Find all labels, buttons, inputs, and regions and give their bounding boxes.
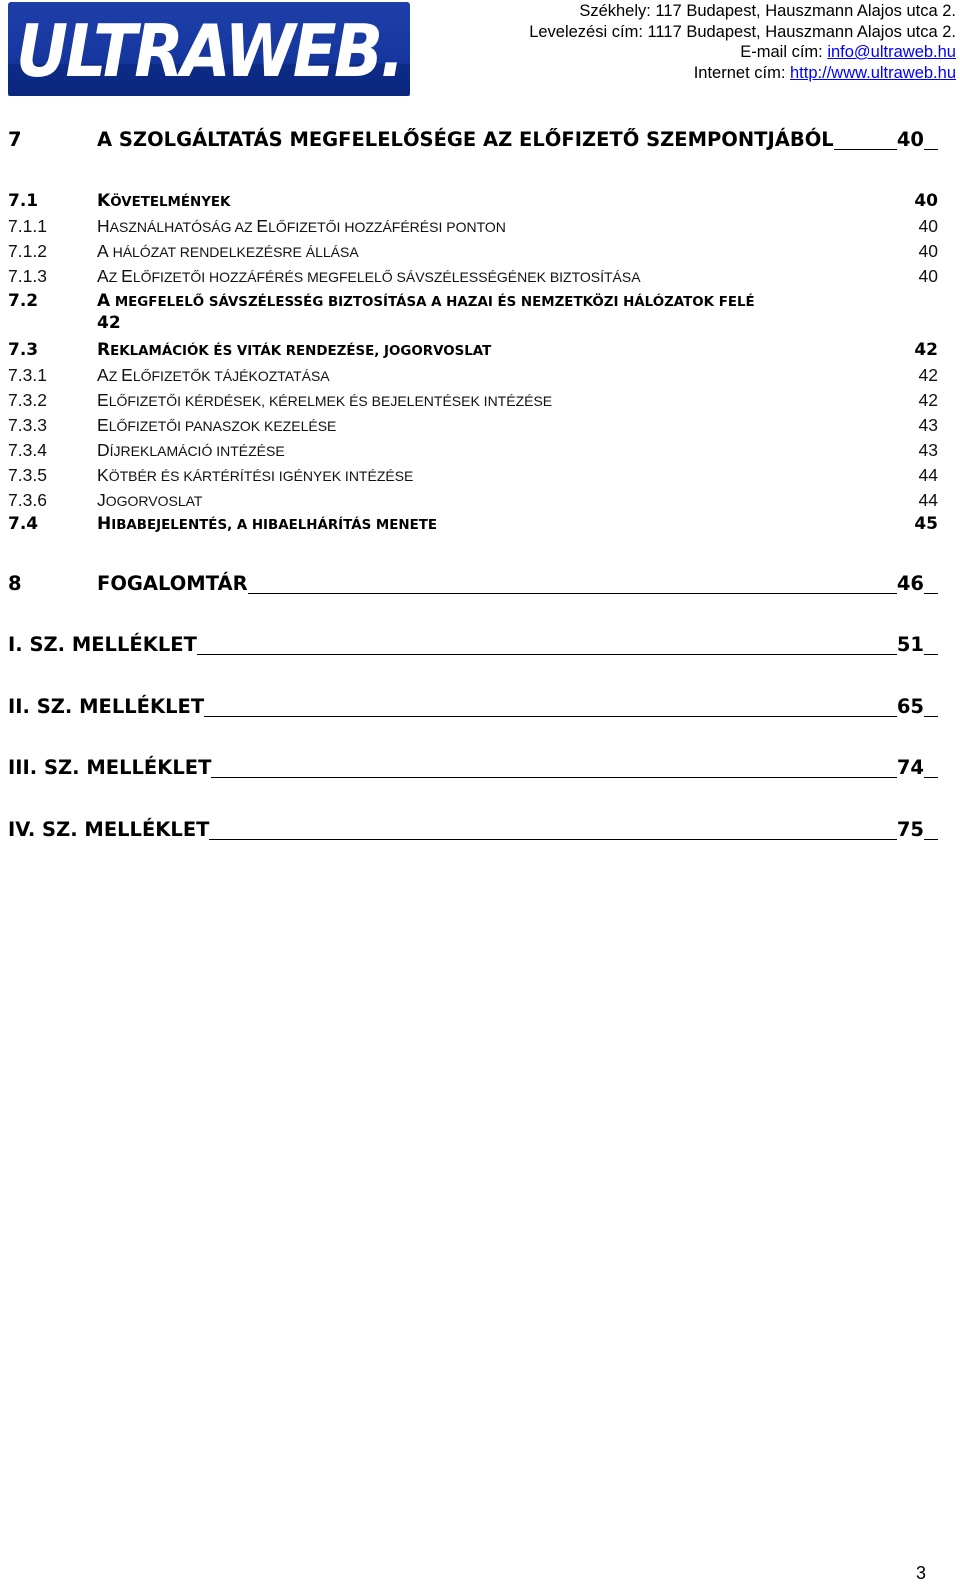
toc-title: DÍJREKLAMÁCIÓ INTÉZÉSE — [97, 440, 285, 460]
toc-page: 43 — [918, 415, 938, 435]
toc-number: 7.3.2 — [8, 390, 47, 410]
toc-number: 7 — [8, 128, 22, 151]
toc-title: JOGORVOSLAT — [97, 490, 203, 510]
toc-page: 40 — [918, 266, 938, 286]
toc-entry-annex-4[interactable] — [8, 818, 938, 842]
ultraweb-logo — [8, 2, 410, 96]
toc-entry-7-4[interactable] — [8, 512, 938, 536]
toc-entry-8[interactable] — [8, 572, 938, 596]
toc-entry-7-3[interactable] — [8, 338, 938, 362]
toc-number: 7.1 — [8, 191, 39, 211]
toc-entry-7-3-2[interactable] — [8, 388, 938, 412]
toc-title: A MEGFELELŐ SÁVSZÉLESSÉG BIZTOSÍTÁSA A HAZAI ÉS NEMZETKÖZI HÁLÓZATOK FELÉ — [97, 291, 755, 311]
toc-title: ELŐFIZETŐI KÉRDÉSEK, KÉRELMEK ÉS BEJELENTÉSEK INTÉZÉSE — [97, 390, 553, 410]
toc-number: 7.1.1 — [8, 216, 47, 236]
toc-page: 42 — [914, 340, 938, 360]
toc-entry-7-3-6[interactable] — [8, 488, 938, 512]
toc-page: 45 — [914, 514, 938, 534]
toc-title: HIBABEJELENTÉS, A HIBAELHÁRÍTÁS MENETE — [97, 514, 438, 534]
toc-entry-7-3-5[interactable] — [8, 463, 938, 487]
toc-title: FOGALOMTÁR — [97, 572, 248, 595]
toc-number: 7.3.5 — [8, 465, 47, 485]
toc-entry-7-3-1[interactable] — [8, 363, 938, 387]
toc-title: KÖTBÉR ÉS KÁRTÉRÍTÉSI IGÉNYEK INTÉZÉSE — [97, 465, 414, 485]
toc-number: 8 — [8, 572, 22, 595]
toc-page: 75 — [896, 818, 924, 841]
toc-page: 51 — [896, 633, 924, 656]
toc-title: AZ ELŐFIZETŐK TÁJÉKOZTATÁSA — [97, 365, 330, 385]
toc-page: 74 — [896, 756, 924, 779]
toc-page: 40 — [918, 241, 938, 261]
website-label: Internet cím: — [693, 63, 790, 82]
website-line — [529, 63, 956, 84]
toc-title: AZ ELŐFIZETŐI HOZZÁFÉRÉS MEGFELELŐ SÁVSZÉLESSÉGÉNEK BIZTOSÍTÁSA — [97, 266, 641, 286]
toc-number: 7.3 — [8, 340, 39, 360]
contact-block — [529, 1, 956, 83]
toc-page: 40 — [918, 216, 938, 236]
toc-number: 7.1.2 — [8, 241, 47, 261]
toc-page: 44 — [918, 465, 938, 485]
toc-page: 40 — [914, 191, 938, 211]
toc-page: 42 — [918, 390, 938, 410]
toc-number: 7.4 — [8, 514, 39, 534]
toc-entry-7-1-1[interactable] — [8, 214, 938, 238]
toc-entry-7-3-3[interactable] — [8, 413, 938, 437]
toc-title: ELŐFIZETŐI PANASZOK KEZELÉSE — [97, 415, 337, 435]
page-number: 3 — [915, 1563, 926, 1583]
toc-title: KÖVETELMÉNYEK — [97, 191, 231, 211]
email-link[interactable]: info@ultraweb.hu — [827, 43, 956, 61]
toc-page: 65 — [896, 695, 924, 718]
toc-title: HASZNÁLHATÓSÁG AZ ELŐFIZETŐI HOZZÁFÉRÉSI PONTON — [97, 216, 506, 236]
toc-entry-7[interactable] — [8, 128, 938, 152]
toc-entry-7-1-3[interactable] — [8, 264, 938, 288]
toc-title: A HÁLÓZAT RENDELKEZÉSRE ÁLLÁSA — [97, 241, 359, 261]
toc-title: I. SZ. MELLÉKLET — [8, 633, 197, 656]
logo-text: ULTRAWEB. — [16, 9, 402, 93]
email-label: E-mail cím: — [740, 43, 828, 61]
toc-page: 46 — [896, 572, 924, 595]
toc-title: III. SZ. MELLÉKLET — [8, 756, 212, 779]
toc-number: 7.1.3 — [8, 266, 47, 286]
toc-entry-7-1[interactable] — [8, 189, 938, 213]
toc-entry-7-3-4[interactable] — [8, 438, 938, 462]
toc-entry-7-1-2[interactable] — [8, 239, 938, 263]
toc-number: 7.2 — [8, 291, 39, 311]
toc-entry-annex-3[interactable] — [8, 756, 938, 780]
toc-page: 44 — [918, 490, 938, 510]
toc-number: 7.3.1 — [8, 365, 47, 385]
toc-entry-annex-1[interactable] — [8, 633, 938, 657]
toc-number: 7.3.6 — [8, 490, 47, 510]
toc-number: 7.3.3 — [8, 415, 47, 435]
address-line: Székhely: 117 Budapest, Hauszmann Alajos utca 2. — [579, 2, 956, 20]
toc-title: REKLAMÁCIÓK ÉS VITÁK RENDEZÉSE, JOGORVOSLAT — [97, 340, 492, 360]
website-link[interactable]: http://www.ultraweb.hu — [790, 63, 956, 82]
toc-title: II. SZ. MELLÉKLET — [8, 695, 205, 718]
email-line — [529, 42, 956, 63]
toc-entry-7-2[interactable] — [8, 289, 938, 313]
mailing-address-line: Levelezési cím: 1117 Budapest, Hauszmann Alajos utca 2. — [529, 22, 956, 41]
toc-title: A SZOLGÁLTATÁS MEGFELELŐSÉGE AZ ELŐFIZETŐ SZEMPONTJÁBÓL — [97, 128, 834, 151]
toc-entry-annex-2[interactable] — [8, 695, 938, 719]
toc-page: 42 — [918, 365, 938, 385]
toc-page: 42 — [97, 313, 121, 333]
toc-title: IV. SZ. MELLÉKLET — [8, 818, 210, 841]
toc-page: 43 — [918, 440, 938, 460]
toc-number: 7.3.4 — [8, 440, 47, 460]
toc-page: 40 — [896, 128, 924, 151]
